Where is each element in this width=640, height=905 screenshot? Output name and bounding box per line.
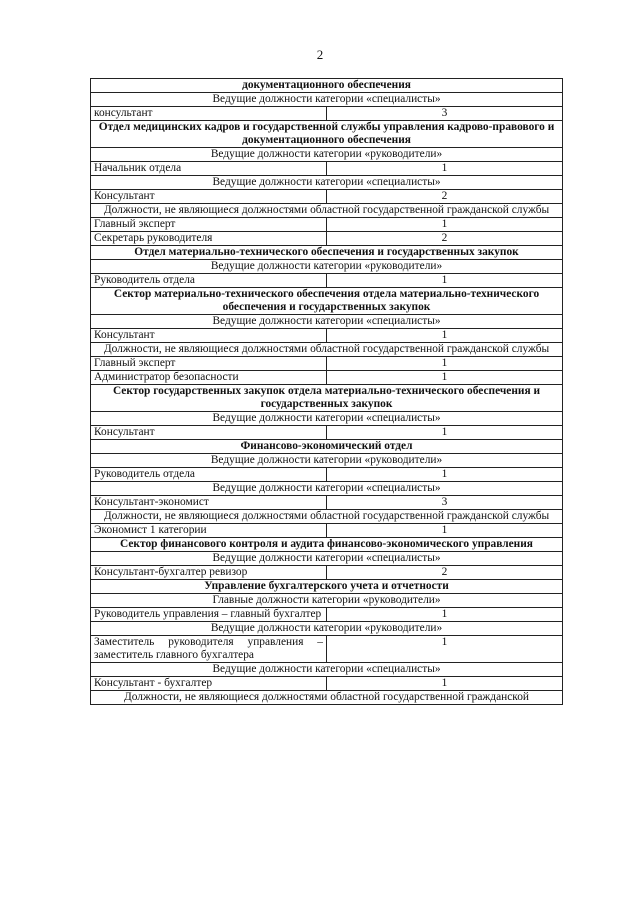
section-title: Сектор государственных закупок отдела материально-технического обеспечения и государственных закупок [91, 385, 563, 412]
position-name: Экономист 1 категории [91, 524, 327, 538]
section-header-row [91, 580, 563, 594]
section-header-row [91, 288, 563, 315]
table-row [91, 232, 563, 246]
category-row [91, 594, 563, 608]
position-count: 1 [327, 162, 563, 176]
category-title: Ведущие должности категории «специалисты» [91, 315, 563, 329]
category-row [91, 204, 563, 218]
table-row [91, 566, 563, 580]
category-title: Ведущие должности категории «руководители» [91, 454, 563, 468]
position-count: 1 [327, 274, 563, 288]
table-row [91, 162, 563, 176]
category-title: Должности, не являющиеся должностями областной государственной гражданской службы [91, 510, 563, 524]
table-row [91, 274, 563, 288]
category-title: Должности, не являющиеся должностями областной государственной гражданской службы [91, 204, 563, 218]
section-header-row [91, 79, 563, 93]
category-row [91, 482, 563, 496]
category-row [91, 176, 563, 190]
table-row [91, 218, 563, 232]
table-row [91, 329, 563, 343]
position-count: 3 [327, 496, 563, 510]
position-count: 1 [327, 426, 563, 440]
position-count: 1 [327, 608, 563, 622]
section-header-row [91, 385, 563, 412]
position-count: 1 [327, 636, 563, 663]
position-name: Консультант-экономист [91, 496, 327, 510]
position-count: 2 [327, 190, 563, 204]
position-name: Начальник отдела [91, 162, 327, 176]
section-title: документационного обеспечения [91, 79, 563, 93]
category-title: Главные должности категории «руководители» [91, 594, 563, 608]
category-row [91, 663, 563, 677]
category-row [91, 93, 563, 107]
position-name: Руководитель отдела [91, 468, 327, 482]
position-count: 1 [327, 371, 563, 385]
category-row [91, 315, 563, 329]
category-title: Ведущие должности категории «руководители» [91, 148, 563, 162]
position-count: 2 [327, 232, 563, 246]
table-row [91, 496, 563, 510]
section-title: Финансово-экономический отдел [91, 440, 563, 454]
category-title: Ведущие должности категории «специалисты» [91, 482, 563, 496]
position-count: 1 [327, 357, 563, 371]
position-name: Консультант [91, 190, 327, 204]
section-title: Сектор финансового контроля и аудита финансово-экономического управления [91, 538, 563, 552]
position-count: 1 [327, 524, 563, 538]
position-name: Консультант [91, 329, 327, 343]
position-name: Консультант [91, 426, 327, 440]
category-title: Ведущие должности категории «специалисты» [91, 412, 563, 426]
position-count: 1 [327, 329, 563, 343]
category-title: Должности, не являющиеся должностями областной государственной гражданской [91, 691, 563, 705]
position-name: Главный эксперт [91, 218, 327, 232]
category-row [91, 622, 563, 636]
category-row [91, 454, 563, 468]
table-row [91, 190, 563, 204]
category-title: Ведущие должности категории «специалисты» [91, 93, 563, 107]
position-name: Консультант-бухгалтер ревизор [91, 566, 327, 580]
table-row [91, 524, 563, 538]
category-row [91, 412, 563, 426]
position-name: Главный эксперт [91, 357, 327, 371]
category-row [91, 343, 563, 357]
section-title: Отдел материально-технического обеспечения и государственных закупок [91, 246, 563, 260]
position-name: Секретарь руководителя [91, 232, 327, 246]
section-header-row [91, 121, 563, 148]
position-count: 1 [327, 468, 563, 482]
position-name: Консультант - бухгалтер [91, 677, 327, 691]
table-row [91, 371, 563, 385]
position-count: 1 [327, 218, 563, 232]
table-row [91, 468, 563, 482]
section-title: Отдел медицинских кадров и государственной службы управления кадрово-правового и документационного обеспечения [91, 121, 563, 148]
position-name: Заместитель руководителя управления – заместитель главного бухгалтера [91, 636, 327, 663]
section-header-row [91, 246, 563, 260]
table-row [91, 608, 563, 622]
section-title: Сектор материально-технического обеспечения отдела материально-технического обеспечения и государственных закупок [91, 288, 563, 315]
section-header-row [91, 440, 563, 454]
category-title: Ведущие должности категории «специалисты» [91, 176, 563, 190]
staffing-table [90, 78, 563, 705]
position-name: Руководитель отдела [91, 274, 327, 288]
table-row [91, 677, 563, 691]
category-title: Ведущие должности категории «руководители» [91, 260, 563, 274]
position-count: 2 [327, 566, 563, 580]
section-header-row [91, 538, 563, 552]
position-name: Администратор безопасности [91, 371, 327, 385]
table-row [91, 107, 563, 121]
category-row [91, 260, 563, 274]
table-row [91, 426, 563, 440]
position-count: 1 [327, 677, 563, 691]
category-row [91, 691, 563, 705]
position-count: 3 [327, 107, 563, 121]
category-row [91, 510, 563, 524]
position-name: консультант [91, 107, 327, 121]
category-title: Ведущие должности категории «руководители» [91, 622, 563, 636]
page-number: 2 [316, 47, 324, 62]
table-row [91, 357, 563, 371]
category-title: Ведущие должности категории «специалисты» [91, 552, 563, 566]
section-title: Управление бухгалтерского учета и отчетности [91, 580, 563, 594]
category-title: Ведущие должности категории «специалисты» [91, 663, 563, 677]
table-row [91, 636, 563, 663]
category-row [91, 552, 563, 566]
category-title: Должности, не являющиеся должностями областной государственной гражданской службы [91, 343, 563, 357]
category-row [91, 148, 563, 162]
position-name: Руководитель управления – главный бухгалтер [91, 608, 327, 622]
